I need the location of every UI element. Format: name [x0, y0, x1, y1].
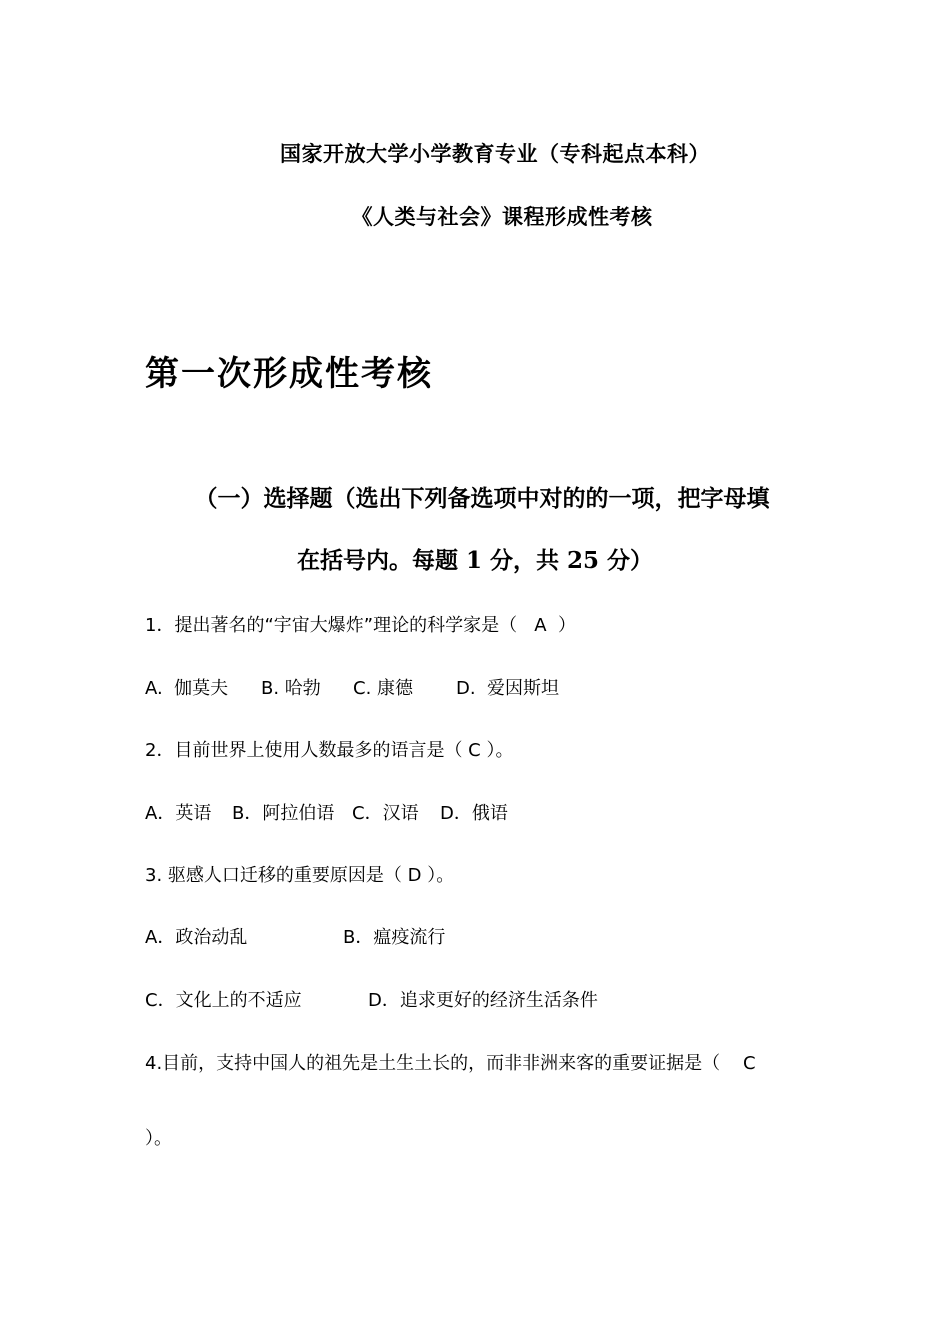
section-heading-line-1: （一）选择题（选出下列备选项中对的的一项，把字母填 — [194, 485, 770, 512]
question-3-option-c: C．文化上的不适应 — [145, 990, 302, 1011]
exam-title: 第一次形成性考核 — [145, 354, 433, 394]
document-title-line-1: 国家开放大学小学教育专业（专科起点本科） — [280, 142, 710, 166]
question-2-stem: 2．目前世界上使用人数最多的语言是（ C ）。 — [145, 740, 514, 761]
question-3-stem: 3. 驱感人口迁移的重要原因是（ D ）。 — [145, 865, 455, 886]
question-2-option-c: C．汉语 — [352, 803, 419, 824]
question-1-option-a: A. 伽莫夫 — [145, 678, 229, 699]
question-1-option-d: D. 爱因斯坦 — [456, 678, 560, 699]
question-3-option-a: A．政治动乱 — [145, 927, 248, 948]
question-3-option-b: B．瘟疫流行 — [343, 927, 446, 948]
section-heading-line-2: 在括号内。每题 1 分，共 25 分） — [296, 547, 654, 574]
question-2-option-b: B．阿拉伯语 — [232, 803, 335, 824]
question-1-option-c: C. 康德 — [353, 678, 414, 699]
question-2-option-a: A．英语 — [145, 803, 212, 824]
document-title-line-2: 《人类与社会》课程形成性考核 — [351, 205, 653, 229]
question-3-option-d: D．追求更好的经济生活条件 — [368, 990, 598, 1011]
question-4-stem-line-1: 4.目前，支持中国人的祖先是土生土长的，而非非洲来客的重要证据是（ C — [145, 1053, 756, 1074]
question-2-option-d: D．俄语 — [440, 803, 508, 824]
question-1-option-b: B. 哈勃 — [261, 678, 321, 699]
question-1-stem: 1．提出著名的“宇宙大爆炸”理论的科学家是（ A ） — [145, 615, 577, 636]
question-4-stem-line-2: ）。 — [145, 1128, 172, 1149]
